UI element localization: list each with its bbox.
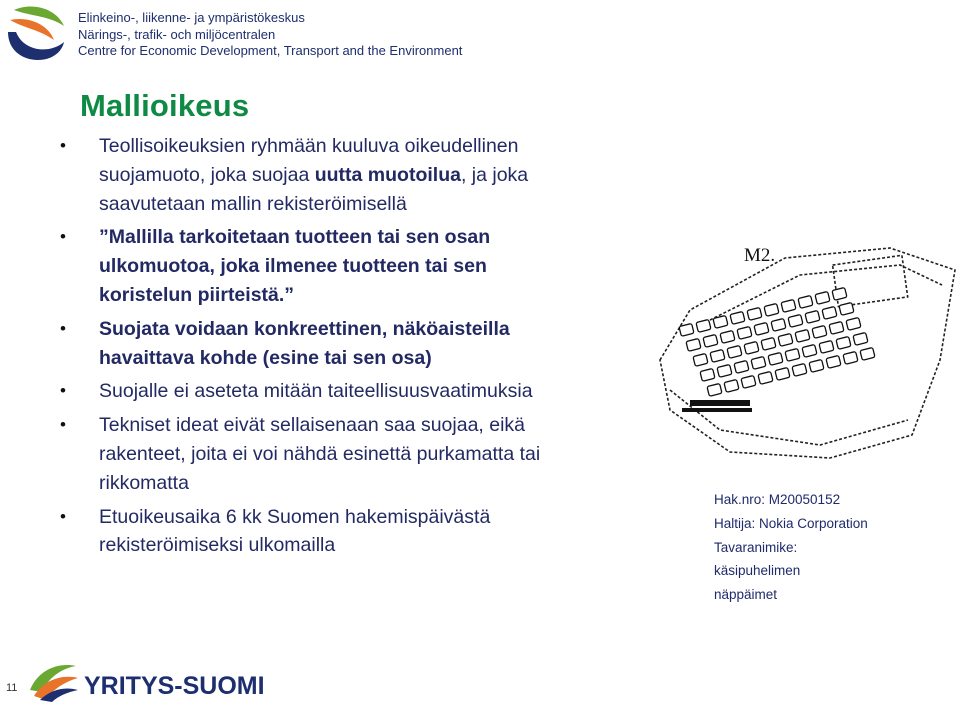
footer-logo-text: YRITYS-SUOMI (84, 672, 265, 700)
keypad-key (696, 319, 711, 332)
keypad-key (785, 348, 800, 361)
bullet-text: uutta muotoilua (314, 163, 461, 186)
keypad-key (832, 287, 847, 300)
bullet-text: Etuoikeusaika 6 kk Suomen hakemispäivästä rekisteröimiseksi ulkomailla (99, 505, 491, 557)
keypad-key (700, 368, 715, 381)
bullet-text: Teollisoikeuksien ryhmään kuuluva oikeudellinen suojamuoto, joka suojaa (99, 135, 519, 186)
keypad-key (771, 318, 786, 331)
keypad-key (775, 367, 790, 380)
keypad-key (798, 295, 813, 308)
bullet-item (60, 132, 580, 218)
keypad-key (768, 352, 783, 365)
keypad-key (713, 315, 728, 328)
keypad-key (839, 302, 854, 315)
keypad-key (727, 345, 742, 358)
keypad-key (781, 299, 796, 312)
keypad-key (710, 349, 725, 362)
keypad-key (819, 340, 834, 353)
bullet-text: , ja joka saavutetaan mallin rekisteröimisellä (99, 163, 529, 215)
keypad-key (795, 329, 810, 342)
keypad-key (822, 306, 837, 319)
keypad-key (703, 334, 718, 347)
keypad-key (724, 379, 739, 392)
bullet-dot-icon: • (60, 415, 66, 435)
keypad-key (826, 355, 841, 368)
bullet-text: ”Mallilla tarkoitetaan tuotteen tai sen osan ulkomuotoa, joka ilmenee tuotteen tai sen koristelun piirteistä.” (99, 226, 491, 306)
bullet-item (60, 503, 580, 561)
bullet-dot-icon: • (60, 381, 66, 401)
keypad-key (792, 363, 807, 376)
keypad-key (734, 360, 749, 373)
keypad-key (778, 333, 793, 346)
keypad-key (853, 332, 868, 345)
keypad-key (788, 314, 803, 327)
keypad-key (843, 351, 858, 364)
bullet-text: Tekniset ideat eivät sellaisenaan saa suojaa, eikä rakenteet, joita ei voi nähdä esinettä purkamatta tai rikkomatta (99, 414, 541, 494)
keypad-key (815, 291, 830, 304)
bullet-list (60, 132, 580, 565)
keypad-key (741, 375, 756, 388)
figure-label: M2. (744, 245, 776, 266)
yritys-suomi-logo (28, 660, 265, 702)
keypad-key (720, 330, 735, 343)
bullet-item (60, 377, 580, 406)
org-line-sv: Närings-, trafik- och miljöcentralen (78, 26, 276, 42)
bullet-text: Suojata voidaan konkreettinen, näköaisteilla havaittava kohde (esine tai sen osa) (99, 317, 510, 369)
bullet-dot-icon: • (60, 506, 66, 526)
keypad-key (761, 337, 776, 350)
caption-product-line2: näppäimet (714, 587, 778, 603)
keypad-key (812, 325, 827, 338)
keypad-key (764, 303, 779, 316)
design-caption (714, 488, 868, 607)
keypad-key (707, 383, 722, 396)
keypad-key (860, 347, 875, 360)
caption-app-number: Hak.nro: M20050152 (714, 492, 841, 507)
keypad-key (717, 364, 732, 377)
bullet-item (60, 315, 580, 373)
org-line-en: Centre for Economic Development, Transport and the Environment (78, 43, 463, 58)
keypad-key (679, 323, 694, 336)
bullet-item (60, 411, 580, 497)
keypad-key (802, 344, 817, 357)
keypad-key (758, 371, 773, 384)
keypad-key (829, 321, 844, 334)
organization-name (78, 10, 462, 60)
slide-title: Mallioikeus (80, 88, 250, 123)
keypad-key (754, 322, 769, 335)
keypad-key (693, 353, 708, 366)
ely-logo (4, 2, 70, 62)
keypad-key (846, 317, 861, 330)
keypad-key (751, 356, 766, 369)
org-line-fi: Elinkeino-, liikenne- ja ympäristökeskus (78, 10, 305, 25)
keypad-key (744, 341, 759, 354)
caption-product-label: Tavaranimike: (714, 539, 798, 555)
caption-holder: Haltija: Nokia Corporation (714, 515, 868, 531)
page-number: 11 (6, 682, 18, 694)
bullet-text: Suojalle ei aseteta mitään taiteellisuusvaatimuksia (99, 380, 533, 403)
phone-keypad-drawing (650, 240, 960, 465)
keypad-key (686, 338, 701, 351)
keypad-key (836, 336, 851, 349)
bullet-dot-icon: • (60, 227, 66, 247)
keypad-key (747, 307, 762, 320)
keypad-key (805, 310, 820, 323)
caption-product-line1: käsipuhelimen (714, 563, 801, 579)
bullet-item (60, 223, 580, 309)
keypad-key (809, 359, 824, 372)
keypad-key (737, 326, 752, 339)
bullet-dot-icon: • (60, 318, 66, 338)
bullet-dot-icon: • (60, 136, 66, 155)
keypad-key (730, 311, 745, 324)
